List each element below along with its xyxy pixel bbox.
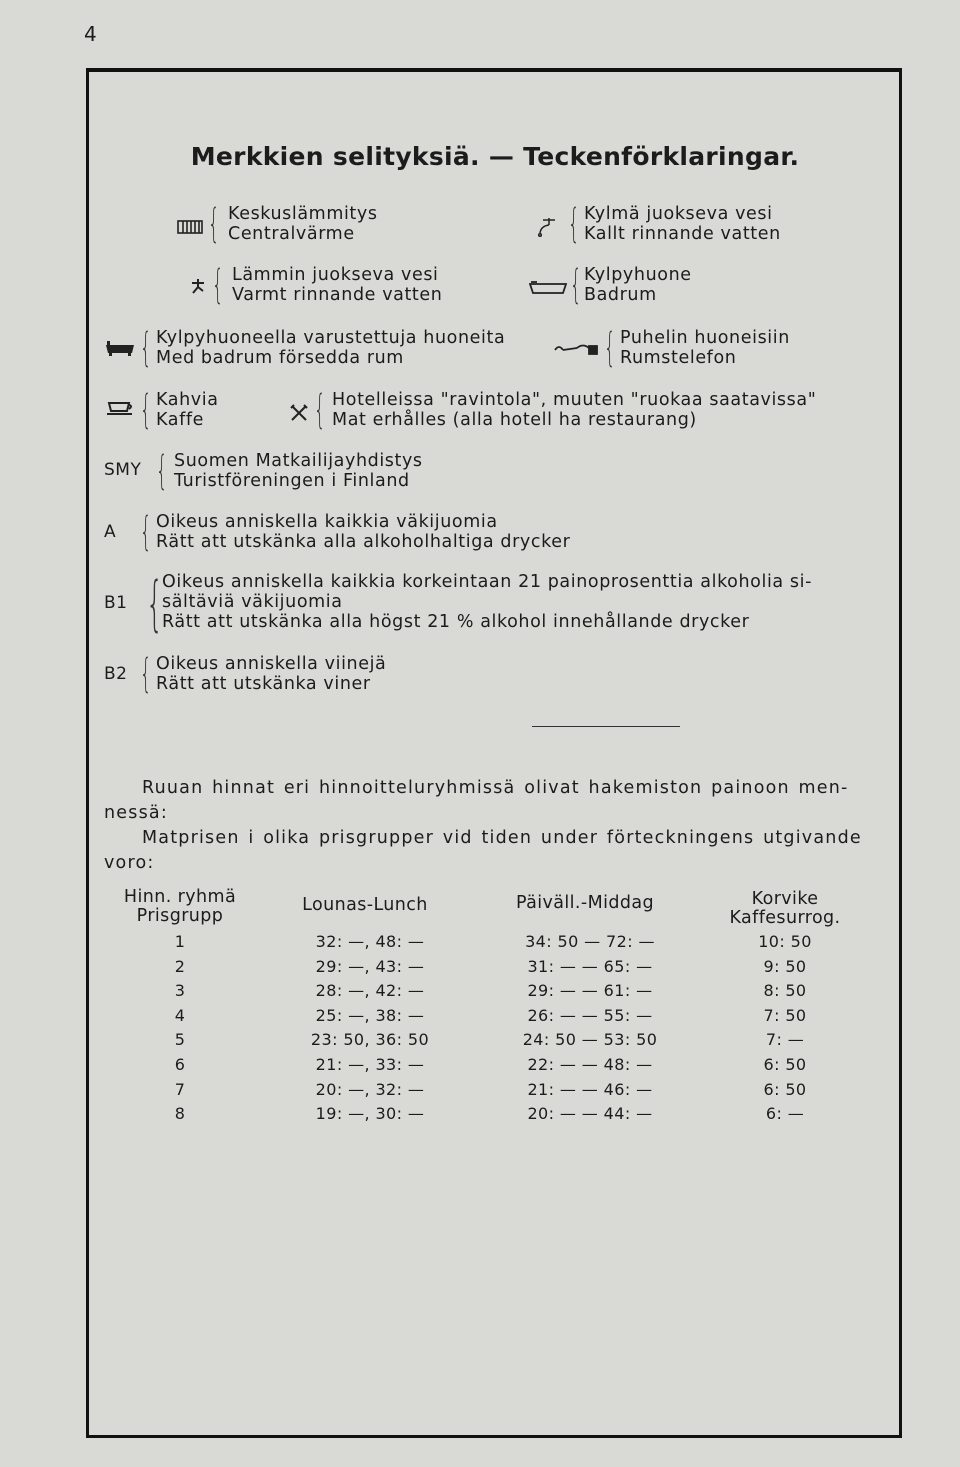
page-frame xyxy=(86,68,902,1438)
section-divider xyxy=(532,726,680,727)
price-note-sv xyxy=(104,826,884,876)
table-row xyxy=(100,1030,890,1052)
legend-text-fi: Hotelleissa "ravintola", muuten "ruokaa saatavissa" xyxy=(332,390,817,410)
header-price-group xyxy=(100,888,260,926)
bathtub-icon xyxy=(528,279,568,297)
cell-dinner: 34: 50 — 72: — xyxy=(525,932,655,951)
legend-text-sv: Varmt rinnande vatten xyxy=(232,285,443,305)
legend-code: A xyxy=(104,522,117,542)
cell-group: 7 xyxy=(174,1079,186,1099)
legend-text-fi: Kylpyhuoneella varustettuja huoneita xyxy=(156,328,506,348)
cell-lunch: 23: 50, 36: 50 xyxy=(310,1030,430,1050)
bathtub-room-icon xyxy=(104,340,136,358)
price-note-fi-line1: Ruuan hinnat eri hinnoitteluryhmissä olivat hakemiston painoon men- xyxy=(142,778,849,798)
legend-text-sv: Turistföreningen i Finland xyxy=(174,471,410,491)
legend-text-fi: Kylpyhuone xyxy=(584,265,692,285)
cell-dinner: 31: — — 65: — xyxy=(527,956,653,976)
table-row xyxy=(100,981,890,1003)
header-coffee-fi: Korvike xyxy=(751,889,819,909)
table-row xyxy=(100,932,890,954)
price-note-sv-line1: Matprisen i olika prisgrupper vid tiden under förteckningens utgivande xyxy=(142,828,862,848)
page-number: 4 xyxy=(84,22,97,46)
table-row xyxy=(100,1080,890,1102)
cell-coffee: 6: 50 xyxy=(763,1079,807,1099)
page-title: Merkkien selityksiä. — Teckenförklaringar. xyxy=(190,142,800,171)
cell-lunch: 20: —, 32: — xyxy=(315,1079,425,1099)
legend-text-sv: Mat erhålles (alla hotell ha restaurang) xyxy=(332,410,697,430)
cell-dinner: 20: — — 44: — xyxy=(527,1104,653,1124)
legend-text-sv: Rumstelefon xyxy=(620,348,737,368)
header-dinner: Päiväll.-Middag xyxy=(515,893,655,913)
cell-coffee: 7: — xyxy=(765,1030,805,1050)
cell-group: 4 xyxy=(174,1005,186,1025)
table-row xyxy=(100,1055,890,1077)
legend-text-fi: Oikeus anniskella kaikkia väkijuomia xyxy=(156,512,498,532)
cell-group: 8 xyxy=(174,1104,186,1124)
legend-text-sv: Med badrum försedda rum xyxy=(156,348,404,368)
legend-text-fi: Puhelin huoneisiin xyxy=(620,328,790,348)
radiator-icon xyxy=(176,218,204,236)
cold-water-tap-icon xyxy=(536,216,560,238)
price-note-fi-line2: nessä: xyxy=(104,803,168,823)
legend-text-sv: Centralvärme xyxy=(228,224,355,244)
legend-text-sv: Kallt rinnande vatten xyxy=(584,224,781,244)
legend-text-fi-cont: sältäviä väkijuomia xyxy=(162,592,343,612)
legend-text-fi: Kylmä juokseva vesi xyxy=(584,204,773,224)
legend-code: B1 xyxy=(104,593,128,613)
cell-group: 5 xyxy=(174,1030,186,1050)
table-row xyxy=(100,1104,890,1126)
crossed-cutlery-icon xyxy=(288,402,310,424)
legend-text-fi: Suomen Matkailijayhdistys xyxy=(174,451,423,471)
cell-dinner: 21: — — 46: — xyxy=(527,1079,653,1099)
header-coffee-sv: Kaffesurrog. xyxy=(729,908,841,928)
cell-lunch: 32: —, 48: — xyxy=(315,932,425,951)
cell-group: 2 xyxy=(174,956,186,976)
legend-text-fi: Lämmin juokseva vesi xyxy=(232,265,439,285)
cell-coffee: 6: — xyxy=(765,1104,805,1124)
legend-code: SMY xyxy=(104,460,142,480)
legend-text-sv: Kaffe xyxy=(156,410,204,430)
coffee-cup-icon xyxy=(104,400,136,418)
telephone-icon xyxy=(552,340,600,358)
cell-lunch: 29: —, 43: — xyxy=(315,956,425,976)
header-lunch: Lounas-Lunch xyxy=(302,895,428,915)
legend-text-sv: Rätt att utskänka alla alkoholhaltiga drycker xyxy=(156,532,571,552)
cell-coffee: 10: 50 xyxy=(758,932,812,951)
cell-lunch: 28: —, 42: — xyxy=(315,981,425,1001)
cell-lunch: 25: —, 38: — xyxy=(315,1005,425,1025)
hot-water-tap-icon xyxy=(188,277,208,297)
cell-coffee: 7: 50 xyxy=(763,1005,807,1025)
cell-group: 3 xyxy=(174,981,186,1001)
cell-dinner: 22: — — 48: — xyxy=(527,1055,653,1074)
legend-text-sv: Rätt att utskänka viner xyxy=(156,674,371,694)
table-row xyxy=(100,1006,890,1028)
cell-group: 1 xyxy=(174,932,186,951)
cell-lunch: 19: —, 30: — xyxy=(315,1104,425,1124)
cell-dinner: 29: — — 61: — xyxy=(527,981,653,1001)
table-row xyxy=(100,957,890,979)
cell-coffee: 6: 50 xyxy=(763,1055,807,1074)
legend-text-fi: Keskuslämmitys xyxy=(228,204,378,224)
legend-text-fi: Kahvia xyxy=(156,390,219,410)
legend-code: B2 xyxy=(104,664,128,684)
cell-coffee: 8: 50 xyxy=(763,981,807,1001)
cell-lunch: 21: —, 33: — xyxy=(315,1055,425,1074)
header-price-group-sv: Prisgrupp xyxy=(136,906,224,926)
header-price-group-fi: Hinn. ryhmä xyxy=(123,887,237,907)
legend-text-sv: Rätt att utskänka alla högst 21 % alkohol innehållande drycker xyxy=(162,612,750,632)
price-note-fi xyxy=(104,776,884,826)
price-note-sv-line2: voro: xyxy=(104,853,155,873)
legend-text-fi: Oikeus anniskella kaikkia korkeintaan 21 painoprosenttia alkoholia si- xyxy=(162,572,812,592)
legend-text-sv: Badrum xyxy=(584,285,657,305)
legend-text-fi: Oikeus anniskella viinejä xyxy=(156,654,387,674)
cell-dinner: 24: 50 — 53: 50 xyxy=(522,1030,658,1050)
cell-group: 6 xyxy=(174,1055,186,1074)
cell-dinner: 26: — — 55: — xyxy=(527,1005,653,1025)
cell-coffee: 9: 50 xyxy=(763,956,807,976)
header-coffee xyxy=(700,890,870,928)
